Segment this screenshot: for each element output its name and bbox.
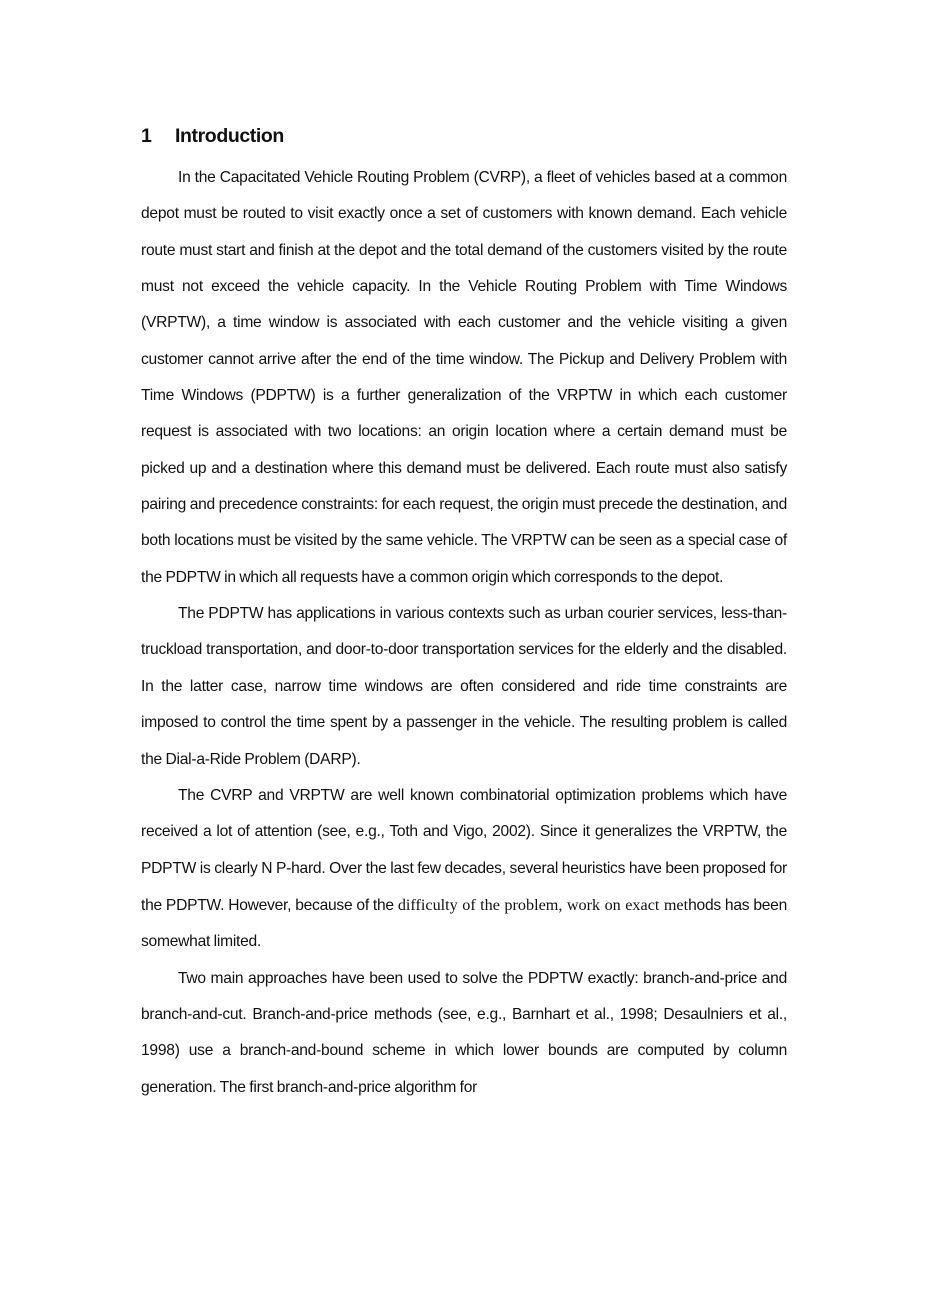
paragraph-1: In the Capacitated Vehicle Routing Problem (CVRP), a fleet of vehicles based at a common depot must be routed to visit exactly once a set of customers with known demand. Each vehicle route must start and finish at the depot and the total demand of the customers visited by the route must not exceed the vehicle capacity. In the Vehicle Routing Problem with Time Windows (VRPTW), a time window is associated with each customer and the vehicle visiting a given customer cannot arrive after the end of the time window. The Pickup and Delivery Problem with Time Windows (PDPTW) is a further generalization of the VRPTW in which each customer request is associated with two locations: an origin location where a certain demand must be picked up and a destination where this demand must be delivered. Each route must also satisfy pairing and precedence constraints: for each request, the origin must precede the destination, and both locations must be visited by the same vehicle. The VRPTW can be seen as a special case of the PDPTW in which all requests have a common origin which corresponds to the depot. [141, 169, 787, 586]
paragraph-4: Two main approaches have been used to solve the PDPTW exactly: branch-and-price and branch-and-cut. Branch-and-price methods (see, e.g., Barnhart et al., 1998; Desaulniers et al., 1998) use a branch-and-bound scheme in which lower bounds are computed by column generation. The first branch-and-price algorithm for [141, 969, 787, 1096]
section-heading [141, 118, 787, 154]
paragraph-3 [141, 778, 787, 961]
section-title: Introduction [175, 125, 284, 147]
section-number: 1 [141, 125, 152, 147]
page-content [141, 118, 787, 1106]
paragraph-3-text-end: hods has been somewhat limited. [141, 896, 788, 951]
paragraph-3-text-start: The CVRP and VRPTW are well known combinatorial optimization problems which have received a lot of attention (see, e.g., Toth and Vigo, 2002). Since it generalizes the VRPTW, the PDPTW is clearly N P-hard. Over the last few decades, several heuristics have been proposed for the PDPTW. However, because of the [141, 786, 787, 914]
paragraph-2: The PDPTW has applications in various contexts such as urban courier services, less-than-truckload transportation, and door-to-door transportation services for the elderly and the disabled. In the latter case, narrow time windows are often considered and ride time constraints are imposed to control the time spent by a passenger in the vehicle. The resulting problem is called the Dial-a-Ride Problem (DARP). [141, 605, 787, 768]
paragraph-3-serif-run: difficulty of the problem, work on exact met [397, 895, 689, 914]
